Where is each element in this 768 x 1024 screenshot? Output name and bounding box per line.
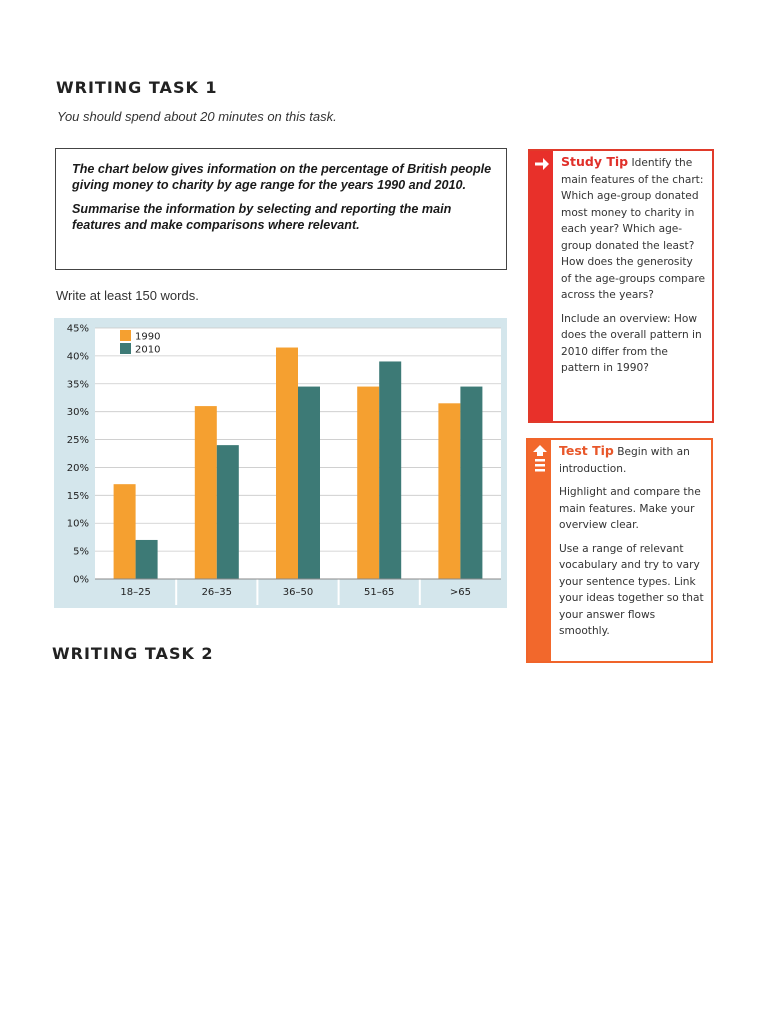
study-tip-bar bbox=[530, 151, 553, 421]
task2-heading: WRITING TASK 2 bbox=[52, 644, 214, 663]
test-tip-highlight: Highlight and compare the main features. Make your overview clear. bbox=[559, 486, 701, 531]
bar-2010 bbox=[379, 361, 401, 579]
test-tip-vocabulary: Use a range of relevant vocabulary and try to vary your sentence types. Link your ideas together so that your answer flows smoothly. bbox=[559, 542, 704, 637]
study-tip-text bbox=[561, 154, 706, 384]
y-tick-label: 45% bbox=[66, 323, 89, 335]
legend-label-1990: 1990 bbox=[135, 331, 161, 343]
bar-2010 bbox=[298, 387, 320, 579]
bar-1990 bbox=[276, 348, 298, 579]
test-tip-text bbox=[559, 443, 705, 647]
bar-1990 bbox=[438, 403, 460, 579]
legend-label-2010: 2010 bbox=[135, 344, 161, 356]
bar-1990 bbox=[195, 406, 217, 579]
y-tick-label: 20% bbox=[66, 462, 89, 474]
bar-chart-svg bbox=[54, 318, 507, 608]
test-tip-lead: Begin with an introduction. bbox=[559, 446, 690, 475]
x-tick-label: 18–25 bbox=[120, 587, 151, 598]
prompt-description: The chart below gives information on the percentage of British people giving money to charity by age range for the years 1990 and 2010. bbox=[72, 162, 492, 192]
y-tick-label: 30% bbox=[66, 407, 89, 419]
y-tick-label: 15% bbox=[66, 490, 89, 502]
study-tip-lead: Identify the main features of the chart: Which age-group donated most money to charity in each year? Which age-group donated the least? How does the generosity of the age-groups compare across the years? bbox=[561, 157, 706, 301]
word-count-instruction: Write at least 150 words. bbox=[56, 288, 199, 303]
x-tick-label: 26–35 bbox=[201, 587, 233, 598]
bar-chart bbox=[54, 318, 507, 608]
y-tick-label: 35% bbox=[66, 379, 89, 391]
task-prompt-box bbox=[55, 148, 507, 270]
y-tick-label: 0% bbox=[73, 574, 89, 586]
arrow-right-icon bbox=[533, 155, 551, 173]
test-tip-title: Test Tip bbox=[559, 443, 614, 458]
y-tick-label: 5% bbox=[73, 546, 89, 558]
test-tip-box bbox=[526, 438, 713, 663]
task1-heading: WRITING TASK 1 bbox=[56, 78, 218, 97]
x-tick-label: 36–50 bbox=[282, 587, 314, 598]
arrow-up-list-icon bbox=[531, 444, 549, 474]
study-tip-overview: Include an overview: How does the overall pattern in 2010 differ from the pattern in 1990? bbox=[561, 312, 702, 374]
bar-2010 bbox=[217, 445, 239, 579]
y-tick-label: 10% bbox=[66, 518, 89, 530]
bar-1990 bbox=[114, 484, 136, 579]
study-tip-box bbox=[528, 149, 714, 423]
prompt-instruction: Summarise the information by selecting and reporting the main features and make comparisons where relevant. bbox=[72, 202, 452, 232]
y-tick-label: 25% bbox=[66, 435, 89, 447]
x-tick-label: >65 bbox=[449, 587, 471, 598]
time-instruction: You should spend about 20 minutes on this task. bbox=[57, 109, 337, 124]
legend-swatch-2010 bbox=[120, 343, 131, 354]
test-tip-bar bbox=[528, 440, 551, 661]
bar-2010 bbox=[460, 387, 482, 579]
bar-2010 bbox=[136, 540, 158, 579]
x-tick-label: 51–65 bbox=[363, 587, 395, 598]
study-tip-title: Study Tip bbox=[561, 154, 629, 169]
legend-swatch-1990 bbox=[120, 330, 131, 341]
y-tick-label: 40% bbox=[66, 351, 89, 363]
bar-1990 bbox=[357, 387, 379, 579]
